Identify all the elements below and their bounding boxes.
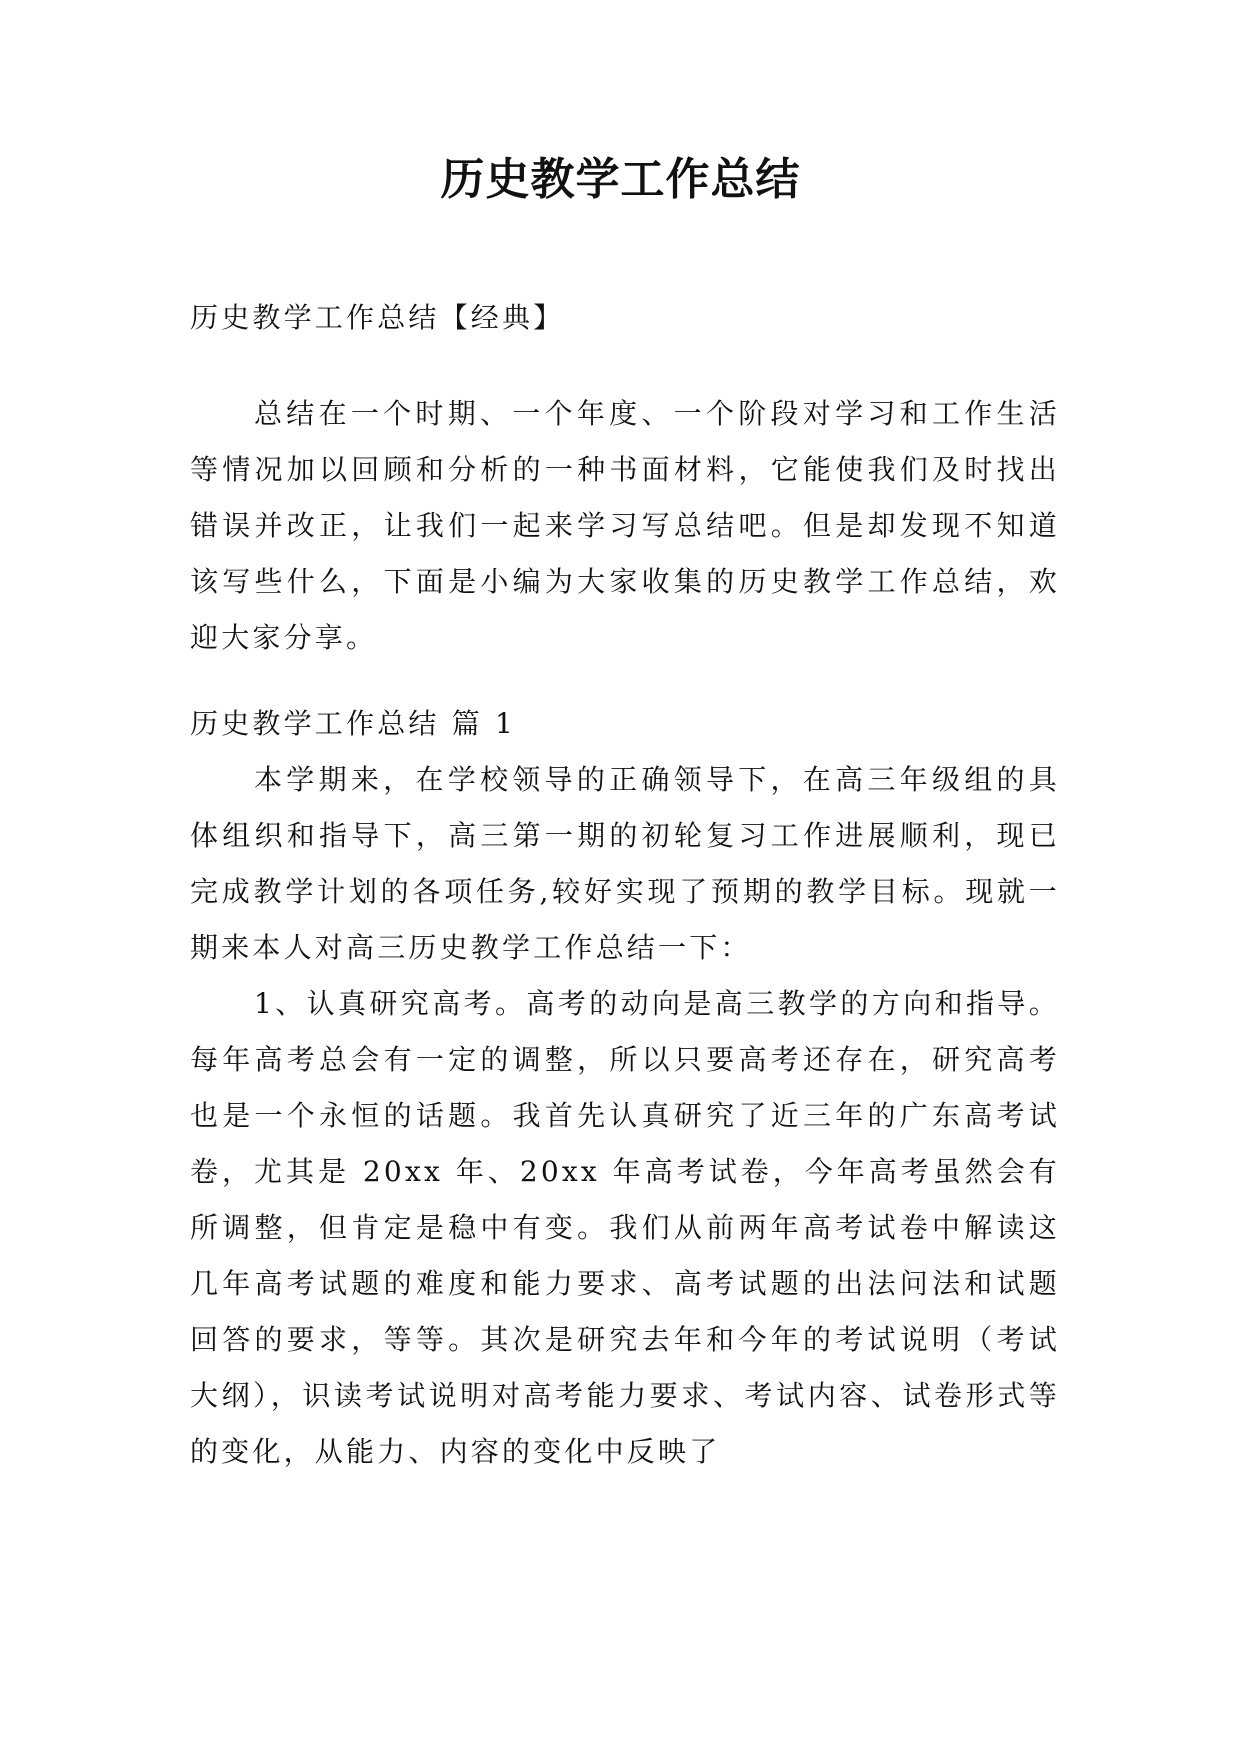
section-heading: 历史教学工作总结 篇 1 (190, 707, 517, 740)
document-title: 历史教学工作总结 (440, 154, 801, 205)
document-body (190, 290, 1060, 1480)
body-paragraph-2: 1、认真研究高考。高考的动向是高三教学的方向和指导。每年高考总会有一定的调整，所以只要高考还存在，研究高考也是一个永恒的话题。我首先认真研究了近三年的广东高考试卷，尤其是 20xx 年、20xx 年高考试卷，今年高考虽然会有所调整，但肯定是稳中有变。我们从前两年高考试卷中解读这几年高考试题的难度和能力要求、高考试题的出法问法和试题回答的要求，等等。其次是研究去年和今年的考试说明（考试大纲），识读考试说明对高考能力要求、考试内容、试卷形式等的变化，从能力、内容的变化中反映了 (190, 987, 1060, 1468)
body-paragraph-1: 本学期来，在学校领导的正确领导下，在高三年级组的具体组织和指导下，高三第一期的初轮复习工作进展顺利，现已完成教学计划的各项任务,较好实现了预期的教学目标。现就一期来本人对高三历史教学工作总结一下： (190, 763, 1060, 964)
intro-paragraph: 总结在一个时期、一个年度、一个阶段对学习和工作生活等情况加以回顾和分析的一种书面材料，它能使我们及时找出错误并改正，让我们一起来学习写总结吧。但是却发现不知道该写些什么，下面是小编为大家收集的历史教学工作总结，欢迎大家分享。 (190, 397, 1060, 654)
document-subtitle: 历史教学工作总结【经典】 (190, 301, 565, 334)
